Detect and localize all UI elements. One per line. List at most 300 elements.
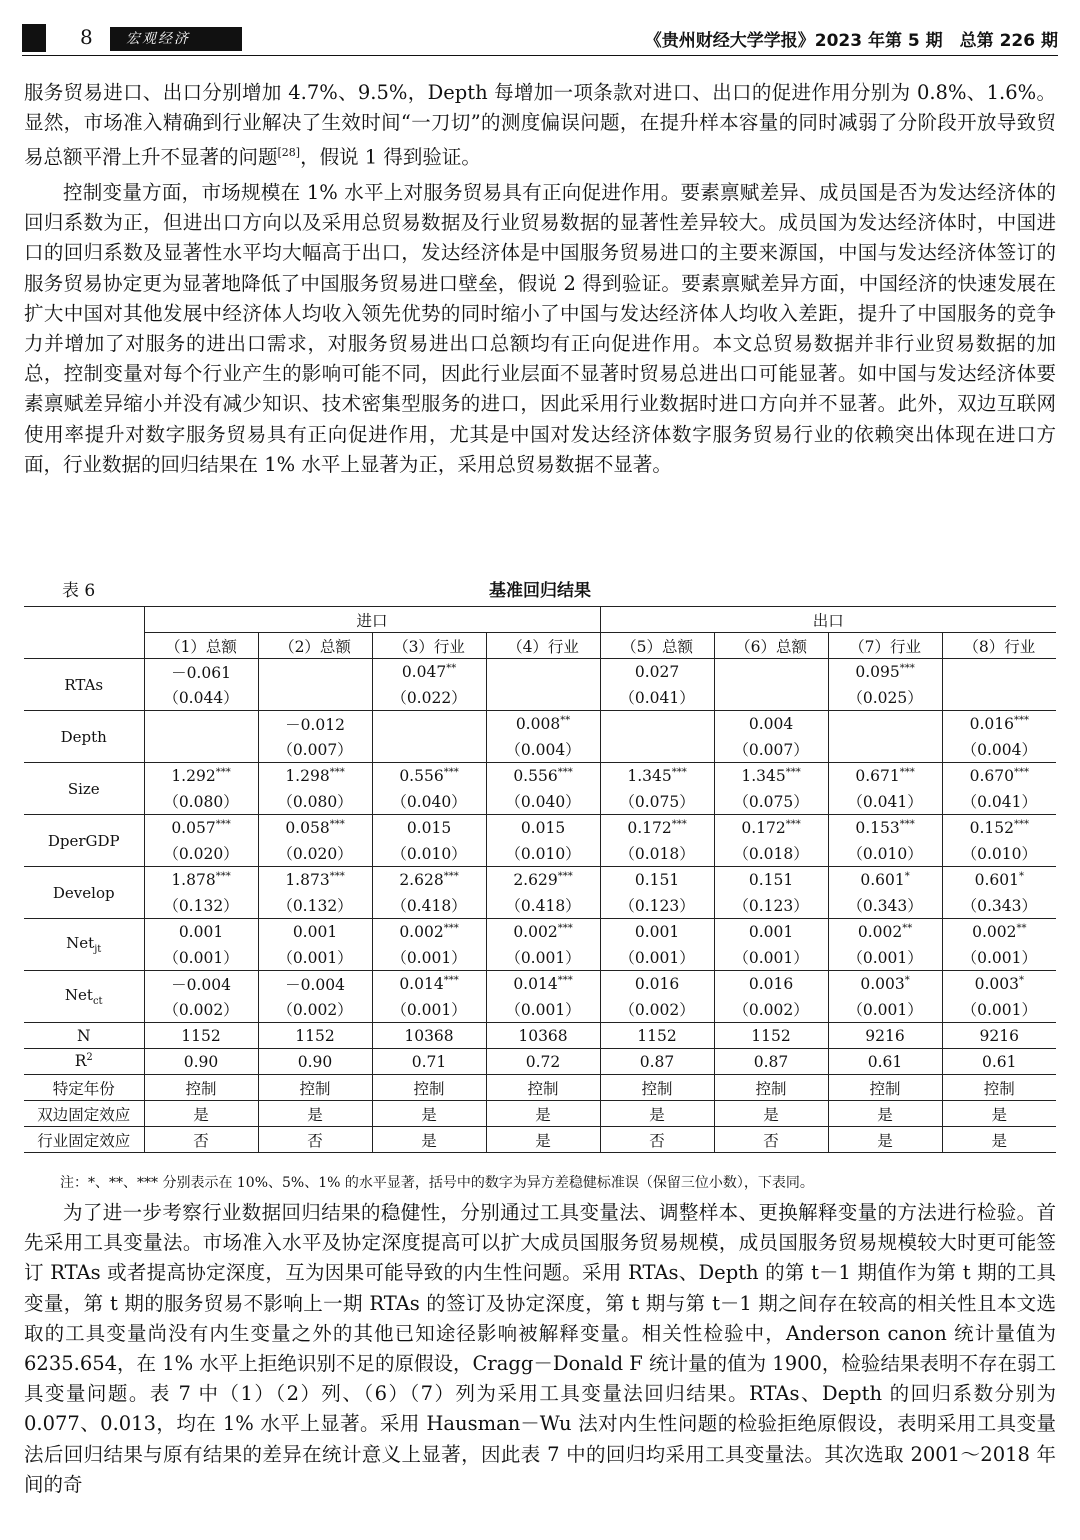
journal-title: 《贵州财经大学学报》2023 年第 5 期 总第 226 期 — [644, 31, 1058, 51]
variable-name — [24, 971, 144, 1023]
standard-error-cell: （0.020） — [144, 841, 258, 867]
stat-cell: 是 — [372, 1101, 486, 1127]
coefficient-value: －0.004 — [285, 975, 345, 994]
coefficient-cell — [486, 815, 600, 841]
stat-cell: 0.87 — [714, 1049, 828, 1075]
coefficient-cell — [372, 971, 486, 997]
coefficient-cell — [372, 711, 486, 737]
coefficient-cell — [372, 659, 486, 685]
significance-stars: *** — [557, 922, 573, 934]
coefficient-value: 0.002 — [857, 922, 903, 941]
table-row-coef — [24, 867, 1056, 893]
coefficient-value: 0.172 — [627, 818, 672, 837]
page-marker-block — [22, 24, 46, 52]
stat-cell: 是 — [942, 1127, 1056, 1153]
coefficient-value: 0.001 — [292, 922, 338, 941]
significance-stars: *** — [443, 766, 459, 778]
stat-cell: 否 — [144, 1127, 258, 1153]
stat-cell: 0.61 — [828, 1049, 942, 1075]
column-header: （4）行业 — [486, 633, 600, 659]
table-row-coef — [24, 711, 1056, 737]
coefficient-value: 0.014 — [399, 974, 444, 993]
column-header: （1）总额 — [144, 633, 258, 659]
table-header-group-row — [24, 607, 1056, 633]
standard-error-cell — [600, 737, 714, 763]
coefficient-cell — [942, 971, 1056, 997]
table-label: 表 6 — [62, 581, 96, 601]
significance-stars: * — [1018, 974, 1024, 986]
coefficient-cell — [258, 763, 372, 789]
standard-error-cell: （0.123） — [714, 893, 828, 919]
stat-cell: 是 — [942, 1101, 1056, 1127]
standard-error-cell: （0.418） — [486, 893, 600, 919]
stat-cell: 0.90 — [258, 1049, 372, 1075]
column-header: （8）行业 — [942, 633, 1056, 659]
paragraph-2: 控制变量方面，市场规模在 1% 水平上对服务贸易具有正向促进作用。要素禀赋差异、成员国是否为发达经济体的回归系数为正，但进出口方向以及采用总贸易数据及行业贸易数据的显著性差异较大。成员国为发达经济体时，中国进口的回归系数及显著性水平均大幅高于出口，发达经济体是中国服务贸易进口的主要来源国，中国与发达经济体签订的服务贸易协定更为显著地降低了中国服务贸易进口壁垒，假说 2 得到验证。要素禀赋差异方面，中国经济的快速发展在扩大中国对其他发展中经济体人均收入领先优势的同时缩小了中国与发达经济体人均收入差距，提升了中国服务的竞争力并增加了对服务的进出口需求，对服务贸易进出口总额均有正向促进作用。本文总贸易数据并非行业贸易数据的加总，控制变量对每个行业产生的影响可能不同，因此行业层面不显著时贸易总进出口可能显著。如中国与发达经济体要素禀赋差异缩小并没有减少知识、技术密集型服务的进口，因此采用行业数据时进口方向并不显著。此外，双边互联网使用率提升对数字服务贸易具有正向促进作用，尤其是中国对发达经济体数字服务贸易行业的依赖突出体现在进口方面，行业数据的回归结果在 1% 水平上显著为正，采用总贸易数据不显著。 — [24, 181, 1056, 476]
variable-label: Depth — [60, 727, 107, 746]
coefficient-cell — [942, 815, 1056, 841]
table-row-se — [24, 685, 1056, 711]
stat-cell: 1152 — [144, 1023, 258, 1049]
column-header: （2）总额 — [258, 633, 372, 659]
variable-name — [24, 867, 144, 919]
stat-cell: 9216 — [942, 1023, 1056, 1049]
stat-cell: 10368 — [486, 1023, 600, 1049]
coefficient-cell — [714, 971, 828, 997]
stat-cell: 控制 — [828, 1075, 942, 1101]
stat-cell: 控制 — [486, 1075, 600, 1101]
standard-error-cell: （0.001） — [486, 945, 600, 971]
standard-error-cell: （0.010） — [828, 841, 942, 867]
coefficient-cell — [600, 711, 714, 737]
stat-label-text: R — [74, 1052, 87, 1071]
coefficient-cell — [714, 711, 828, 737]
standard-error-cell: （0.010） — [372, 841, 486, 867]
coefficient-cell — [942, 711, 1056, 737]
coefficient-value: 0.004 — [748, 714, 794, 733]
coefficient-cell — [828, 867, 942, 893]
stat-label-text: 特定年份 — [52, 1079, 115, 1098]
significance-stars: *** — [443, 870, 459, 882]
standard-error-cell: （0.025） — [828, 685, 942, 711]
stat-cell: 1152 — [258, 1023, 372, 1049]
coefficient-value: 0.601 — [974, 870, 1019, 889]
significance-stars: *** — [1013, 766, 1029, 778]
table-column-row — [24, 633, 1056, 659]
coefficient-cell — [486, 711, 600, 737]
coefficient-cell — [486, 919, 600, 945]
standard-error-cell: （0.343） — [828, 893, 942, 919]
coefficient-cell — [942, 867, 1056, 893]
standard-error-cell: （0.001） — [828, 945, 942, 971]
coefficient-cell — [486, 971, 600, 997]
coefficient-value: 1.292 — [171, 766, 216, 785]
coefficient-cell — [600, 971, 714, 997]
coefficient-value: 0.002 — [972, 922, 1017, 941]
coefficient-value: 0.057 — [171, 818, 216, 837]
significance-stars: *** — [215, 870, 231, 882]
standard-error-cell: （0.080） — [258, 789, 372, 815]
coefficient-value: 0.172 — [741, 818, 786, 837]
stat-cell: 控制 — [942, 1075, 1056, 1101]
coefficient-cell — [258, 659, 372, 685]
stat-label — [24, 1101, 144, 1127]
column-header: （5）总额 — [600, 633, 714, 659]
paragraph-3: 为了进一步考察行业数据回归结果的稳健性，分别通过工具变量法、调整样本、更换解释变量的方法进行检验。首先采用工具变量法。市场准入水平及协定深度提高可以扩大成员国服务贸易规模，成员国服务贸易规模较大时更可能签订 RTAs 或者提高协定深度，互为因果可能导致的内生性问题。采用 RTAs、Depth 的第 t－1 期值作为第 t 期的工具变量，第 t 期的服务贸易不影响上一期 RTAs 的签订及协定深度，第 t 期与第 t－1 期之间存在较高的相关性且本文选取的工具变量尚没有内生变量之外的其他已知途径影响被解释变量。相关性检验中，Anderson canon 统计量值为 6235.654，在 1% 水平上拒绝识别不足的原假设，Cragg－Donald F 统计量的值为 1900，检验结果表明不存在弱工具变量问题。表 7 中（1）（2）列、（6）（7）列为采用工具变量法回归结果。RTAs、Depth 的回归系数分别为 0.077、0.013，均在 1% 水平上显著。采用 Hausman－Wu 法对内生性问题的检验拒绝原假设，表明采用工具变量法后回归结果与原有结果的差异在统计意义上显著，因此表 7 中的回归均采用工具变量法。其次选取 2001～2018 年间的奇 — [24, 1201, 1056, 1496]
table-row-coef — [24, 659, 1056, 685]
variable-name — [24, 711, 144, 763]
coefficient-value: 2.628 — [399, 870, 444, 889]
standard-error-cell: （0.001） — [600, 945, 714, 971]
coefficient-cell — [828, 919, 942, 945]
standard-error-cell: （0.075） — [714, 789, 828, 815]
coefficient-value: 0.014 — [513, 974, 558, 993]
coefficient-value: 0.001 — [178, 922, 224, 941]
standard-error-cell: （0.040） — [486, 789, 600, 815]
standard-error-cell: （0.418） — [372, 893, 486, 919]
standard-error-cell: （0.001） — [942, 997, 1056, 1023]
significance-stars: *** — [329, 766, 345, 778]
significance-stars: * — [904, 974, 910, 986]
table-row-stat — [24, 1049, 1056, 1075]
variable-label: DperGDP — [47, 831, 120, 850]
table-row-stat — [24, 1075, 1056, 1101]
table-row-coef — [24, 815, 1056, 841]
significance-stars: *** — [1013, 818, 1029, 830]
coefficient-value: 0.058 — [285, 818, 330, 837]
coefficient-value: 0.002 — [399, 922, 444, 941]
coefficient-value: 0.001 — [748, 922, 794, 941]
stat-cell: 是 — [486, 1101, 600, 1127]
significance-stars: *** — [899, 766, 915, 778]
stat-cell: 是 — [714, 1101, 828, 1127]
coefficient-value: 0.556 — [513, 766, 558, 785]
coefficient-cell — [486, 659, 600, 685]
coefficient-value: 0.002 — [513, 922, 558, 941]
variable-label: Size — [67, 779, 100, 798]
standard-error-cell: （0.080） — [144, 789, 258, 815]
standard-error-cell — [486, 685, 600, 711]
standard-error-cell: （0.343） — [942, 893, 1056, 919]
variable-name — [24, 659, 144, 711]
table-row-se — [24, 997, 1056, 1023]
stat-cell: 控制 — [714, 1075, 828, 1101]
stat-cell: 0.71 — [372, 1049, 486, 1075]
coefficient-value: 1.345 — [741, 766, 786, 785]
coefficient-cell — [942, 659, 1056, 685]
coefficient-cell — [372, 919, 486, 945]
standard-error-cell — [144, 737, 258, 763]
standard-error-cell: （0.001） — [486, 997, 600, 1023]
coefficient-value: 0.151 — [748, 870, 794, 889]
page-number: 8 — [80, 25, 93, 49]
stat-cell: 控制 — [258, 1075, 372, 1101]
stat-cell: 否 — [258, 1127, 372, 1153]
regression-table — [24, 606, 1056, 1153]
standard-error-cell: （0.002） — [714, 997, 828, 1023]
significance-stars: *** — [443, 922, 459, 934]
stat-cell: 控制 — [144, 1075, 258, 1101]
standard-error-cell: （0.041） — [828, 789, 942, 815]
standard-error-cell — [942, 685, 1056, 711]
standard-error-cell: （0.007） — [714, 737, 828, 763]
coefficient-value: －0.012 — [285, 715, 345, 734]
table-title: 基准回归结果 — [489, 581, 591, 601]
standard-error-cell — [828, 737, 942, 763]
coefficient-value: 0.047 — [401, 662, 447, 681]
significance-stars: *** — [1013, 714, 1029, 726]
coefficient-cell — [486, 867, 600, 893]
coefficient-value: 0.003 — [974, 974, 1019, 993]
significance-stars: *** — [329, 818, 345, 830]
coefficient-value: 0.556 — [399, 766, 444, 785]
coefficient-cell — [144, 659, 258, 685]
standard-error-cell: （0.002） — [600, 997, 714, 1023]
variable-label: RTAs — [64, 675, 104, 694]
stat-label — [24, 1075, 144, 1101]
coefficient-cell — [258, 711, 372, 737]
paragraph-1 — [24, 78, 1056, 173]
coefficient-value: 0.003 — [860, 974, 905, 993]
table-row-se — [24, 789, 1056, 815]
stat-cell: 控制 — [600, 1075, 714, 1101]
stat-label-text: N — [76, 1026, 91, 1045]
significance-stars: *** — [557, 974, 573, 986]
paragraph-1-text: 服务贸易进口、出口分别增加 4.7%、9.5%，Depth 每增加一项条款对进口、出口的促进作用分别为 0.8%、1.6%。显然，市场准入精确到行业解决了生效时间“一刀切”的测度偏误问题，在提升样本容量的同时减弱了分阶段开放导致贸易总额平滑上升不显著的问题 — [24, 81, 1056, 169]
variable-name — [24, 919, 144, 971]
coefficient-cell — [258, 815, 372, 841]
stat-cell: 否 — [600, 1127, 714, 1153]
coefficient-cell — [372, 815, 486, 841]
stat-label-text: 双边固定效应 — [37, 1105, 131, 1124]
coefficient-value: 0.153 — [855, 818, 900, 837]
stat-cell: 是 — [486, 1127, 600, 1153]
coefficient-cell — [828, 971, 942, 997]
standard-error-cell: （0.041） — [942, 789, 1056, 815]
standard-error-cell — [372, 737, 486, 763]
coefficient-cell — [258, 919, 372, 945]
group-import: 进口 — [144, 607, 600, 633]
stat-label-sup: 2 — [86, 1052, 93, 1064]
standard-error-cell: （0.132） — [258, 893, 372, 919]
stat-label — [24, 1023, 144, 1049]
standard-error-cell: （0.075） — [600, 789, 714, 815]
coefficient-cell — [714, 659, 828, 685]
stat-cell: 9216 — [828, 1023, 942, 1049]
column-header: （6）总额 — [714, 633, 828, 659]
standard-error-cell — [714, 685, 828, 711]
table-row-stat — [24, 1127, 1056, 1153]
stat-cell: 是 — [258, 1101, 372, 1127]
standard-error-cell: （0.044） — [144, 685, 258, 711]
significance-stars: *** — [443, 974, 459, 986]
coefficient-cell — [600, 815, 714, 841]
significance-stars: *** — [557, 766, 573, 778]
stat-cell: 是 — [600, 1101, 714, 1127]
significance-stars: *** — [785, 818, 801, 830]
coefficient-value: 0.670 — [969, 766, 1014, 785]
coefficient-cell — [144, 711, 258, 737]
variable-label: Net — [64, 986, 93, 1004]
coefficient-value: 1.345 — [627, 766, 672, 785]
standard-error-cell: （0.010） — [942, 841, 1056, 867]
coefficient-value: 0.008 — [515, 714, 561, 733]
header-rule — [22, 55, 1058, 56]
coefficient-value: 0.015 — [406, 818, 452, 837]
coefficient-cell — [258, 867, 372, 893]
table-row-stat — [24, 1023, 1056, 1049]
coefficient-cell — [144, 763, 258, 789]
standard-error-cell: （0.123） — [600, 893, 714, 919]
table-row-se — [24, 945, 1056, 971]
table-row-coef — [24, 919, 1056, 945]
stat-cell: 1152 — [600, 1023, 714, 1049]
significance-stars: * — [904, 870, 910, 882]
coefficient-value: 0.016 — [634, 974, 680, 993]
significance-stars: *** — [899, 662, 915, 674]
coefficient-value: 0.016 — [969, 714, 1014, 733]
coefficient-value: 0.095 — [855, 662, 900, 681]
standard-error-cell: （0.002） — [144, 997, 258, 1023]
coefficient-cell — [258, 971, 372, 997]
coefficient-value: 0.601 — [860, 870, 905, 889]
significance-stars: *** — [329, 870, 345, 882]
standard-error-cell: （0.132） — [144, 893, 258, 919]
variable-name — [24, 815, 144, 867]
table-row-stat — [24, 1101, 1056, 1127]
stat-cell: 是 — [828, 1127, 942, 1153]
stat-cell: 0.72 — [486, 1049, 600, 1075]
stat-label — [24, 1127, 144, 1153]
coefficient-cell — [828, 659, 942, 685]
coefficient-value: －0.061 — [171, 663, 231, 682]
coefficient-value: 0.001 — [634, 922, 680, 941]
significance-stars: *** — [671, 818, 687, 830]
significance-stars: *** — [899, 818, 915, 830]
coefficient-cell — [486, 763, 600, 789]
variable-label: Net — [66, 934, 95, 952]
coefficient-cell — [144, 971, 258, 997]
variable-subscript: ct — [92, 996, 103, 1007]
coefficient-value: 1.298 — [285, 766, 330, 785]
stat-cell: 0.90 — [144, 1049, 258, 1075]
coefficient-value: －0.004 — [171, 975, 231, 994]
standard-error-cell: （0.007） — [258, 737, 372, 763]
significance-stars: *** — [671, 766, 687, 778]
table-row-se — [24, 841, 1056, 867]
significance-stars: *** — [785, 766, 801, 778]
column-header: （3）行业 — [372, 633, 486, 659]
standard-error-cell: （0.010） — [486, 841, 600, 867]
coefficient-cell — [714, 763, 828, 789]
coefficient-cell — [600, 919, 714, 945]
stat-cell: 1152 — [714, 1023, 828, 1049]
coefficient-cell — [942, 919, 1056, 945]
standard-error-cell: （0.001） — [372, 997, 486, 1023]
significance-stars: ** — [902, 922, 913, 934]
header-blank — [24, 607, 144, 659]
significance-stars: * — [1018, 870, 1024, 882]
stat-cell: 0.87 — [600, 1049, 714, 1075]
standard-error-cell: （0.018） — [714, 841, 828, 867]
stat-cell: 否 — [714, 1127, 828, 1153]
standard-error-cell: （0.001） — [828, 997, 942, 1023]
stat-label-text: 行业固定效应 — [37, 1131, 131, 1150]
significance-stars: *** — [215, 818, 231, 830]
coefficient-value: 1.878 — [171, 870, 216, 889]
coefficient-cell — [942, 763, 1056, 789]
paragraph-1-tail: ，假说 1 得到验证。 — [300, 145, 481, 169]
coefficient-value: 0.671 — [855, 766, 900, 785]
table-row-se — [24, 893, 1056, 919]
table-row-coef — [24, 763, 1056, 789]
variable-subscript: jt — [94, 944, 102, 955]
coefficient-value: 0.016 — [748, 974, 794, 993]
coefficient-cell — [714, 919, 828, 945]
coefficient-cell — [372, 867, 486, 893]
column-header: （7）行业 — [828, 633, 942, 659]
coefficient-value: 0.152 — [969, 818, 1014, 837]
coefficient-value: 0.151 — [634, 870, 680, 889]
coefficient-cell — [600, 659, 714, 685]
coefficient-cell — [714, 815, 828, 841]
coefficient-cell — [144, 815, 258, 841]
table-row-coef — [24, 971, 1056, 997]
stat-cell: 10368 — [372, 1023, 486, 1049]
stat-cell: 0.61 — [942, 1049, 1056, 1075]
standard-error-cell: （0.001） — [144, 945, 258, 971]
significance-stars: ** — [560, 714, 571, 726]
standard-error-cell: （0.001） — [258, 945, 372, 971]
coefficient-cell — [828, 763, 942, 789]
stat-label — [24, 1049, 144, 1075]
significance-stars: ** — [446, 662, 457, 674]
coefficient-cell — [144, 867, 258, 893]
group-export: 出口 — [600, 607, 1056, 633]
coefficient-value: 2.629 — [513, 870, 558, 889]
coefficient-cell — [828, 815, 942, 841]
standard-error-cell: （0.001） — [942, 945, 1056, 971]
standard-error-cell: （0.020） — [258, 841, 372, 867]
coefficient-cell — [600, 763, 714, 789]
section-tag: 宏观经济 — [110, 27, 242, 51]
table-note: 注：*、**、*** 分别表示在 10%、5%、1% 的水平显著，括号中的数字为异方差稳健标准误（保留三位小数），下表同。 — [60, 1175, 814, 1191]
coefficient-cell — [714, 867, 828, 893]
stat-cell: 控制 — [372, 1075, 486, 1101]
standard-error-cell: （0.001） — [372, 945, 486, 971]
significance-stars: *** — [557, 870, 573, 882]
significance-stars: ** — [1016, 922, 1027, 934]
standard-error-cell: （0.004） — [942, 737, 1056, 763]
standard-error-cell — [258, 685, 372, 711]
significance-stars: *** — [215, 766, 231, 778]
stat-cell: 是 — [144, 1101, 258, 1127]
stat-cell: 是 — [828, 1101, 942, 1127]
coefficient-cell — [600, 867, 714, 893]
stat-cell: 是 — [372, 1127, 486, 1153]
standard-error-cell: （0.040） — [372, 789, 486, 815]
standard-error-cell: （0.022） — [372, 685, 486, 711]
standard-error-cell: （0.001） — [714, 945, 828, 971]
coefficient-value: 0.015 — [520, 818, 566, 837]
coefficient-value: 1.873 — [285, 870, 330, 889]
variable-name — [24, 763, 144, 815]
table-row-se — [24, 737, 1056, 763]
coefficient-cell — [372, 763, 486, 789]
coefficient-cell — [144, 919, 258, 945]
coefficient-value: 0.027 — [634, 662, 680, 681]
standard-error-cell: （0.002） — [258, 997, 372, 1023]
